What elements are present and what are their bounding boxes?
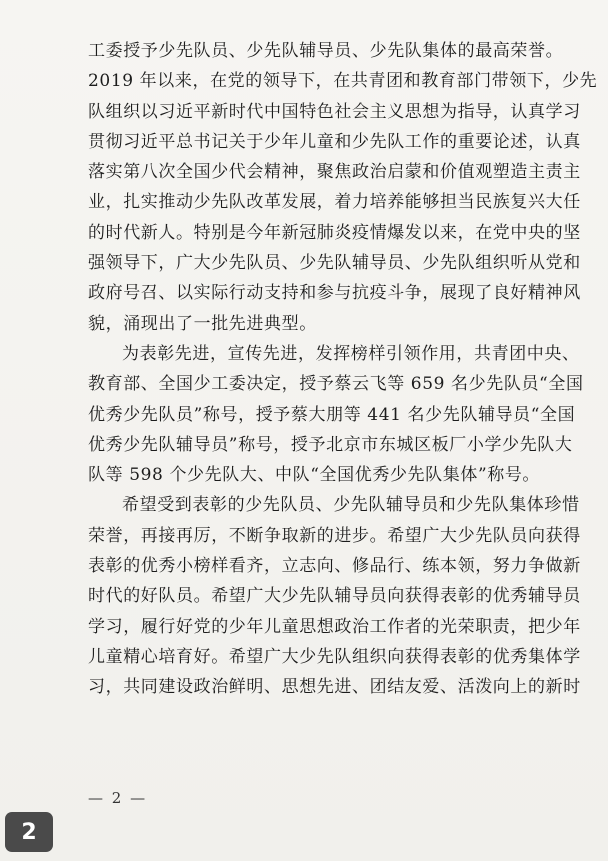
text-line: 2019 年以来，在党的领导下，在共青团和教育部门带领下，少先 [88, 71, 598, 92]
text-line: 队等 598 个少先队大、中队“全国优秀少先队集体”称号。 [88, 465, 541, 486]
text-line: 教育部、全国少工委决定，授予蔡云飞等 659 名少先队员“全国 [88, 374, 584, 395]
page-number: — 2 — [88, 789, 148, 807]
text-line: 队组织以习近平新时代中国特色社会主义思想为指导，认真学习 [88, 101, 581, 122]
text-line: 业，扎实推动少先队改革发展，着力培养能够担当民族复兴大任 [88, 192, 581, 213]
text-line: 的时代新人。特别是今年新冠肺炎疫情爆发以来，在党中央的坚 [88, 222, 581, 243]
paragraph-first-line: 为表彰先进，宣传先进，发挥榜样引领作用，共青团中央、 [122, 343, 580, 364]
page-indicator-badge[interactable]: 2 [5, 812, 53, 852]
text-line: 工委授予少先队员、少先队辅导员、少先队集体的最高荣誉。 [88, 41, 564, 61]
text-line: 貌，涌现出了一批先进典型。 [88, 313, 317, 334]
text-line: 政府号召、以实际行动支持和参与抗疫斗争，展现了良好精神风 [88, 283, 581, 304]
text-line: 贯彻习近平总书记关于少年儿童和少先队工作的重要论述，认真 [88, 131, 581, 152]
document-body [88, 36, 598, 703]
text-line: 表彰的优秀小榜样看齐，立志向、修品行、练本领，努力争做新 [88, 556, 581, 577]
text-line: 优秀少先队员”称号，授予蔡大朋等 441 名少先队辅导员“全国 [88, 404, 576, 425]
text-line: 落实第八次全国少代会精神，聚焦政治启蒙和价值观塑造主责主 [88, 162, 581, 183]
text-line: 时代的好队员。希望广大少先队辅导员向获得表彰的优秀辅导员 [88, 586, 581, 607]
paragraph-first-line: 希望受到表彰的少先队员、少先队辅导员和少先队集体珍惜 [122, 495, 580, 516]
text-line: 习，共同建设政治鲜明、思想先进、团结友爱、活泼向上的新时 [88, 677, 581, 698]
text-line: 儿童精心培育好。希望广大少先队组织向获得表彰的优秀集体学 [88, 646, 581, 667]
text-line: 学习，履行好党的少年儿童思想政治工作者的光荣职责，把少年 [88, 616, 581, 637]
text-line: 强领导下，广大少先队员、少先队辅导员、少先队组织听从党和 [88, 253, 581, 274]
text-line: 优秀少先队辅导员”称号，授予北京市东城区板厂小学少先队大 [88, 434, 573, 455]
text-line: 荣誉，再接再厉，不断争取新的进步。希望广大少先队员向获得 [88, 525, 581, 546]
